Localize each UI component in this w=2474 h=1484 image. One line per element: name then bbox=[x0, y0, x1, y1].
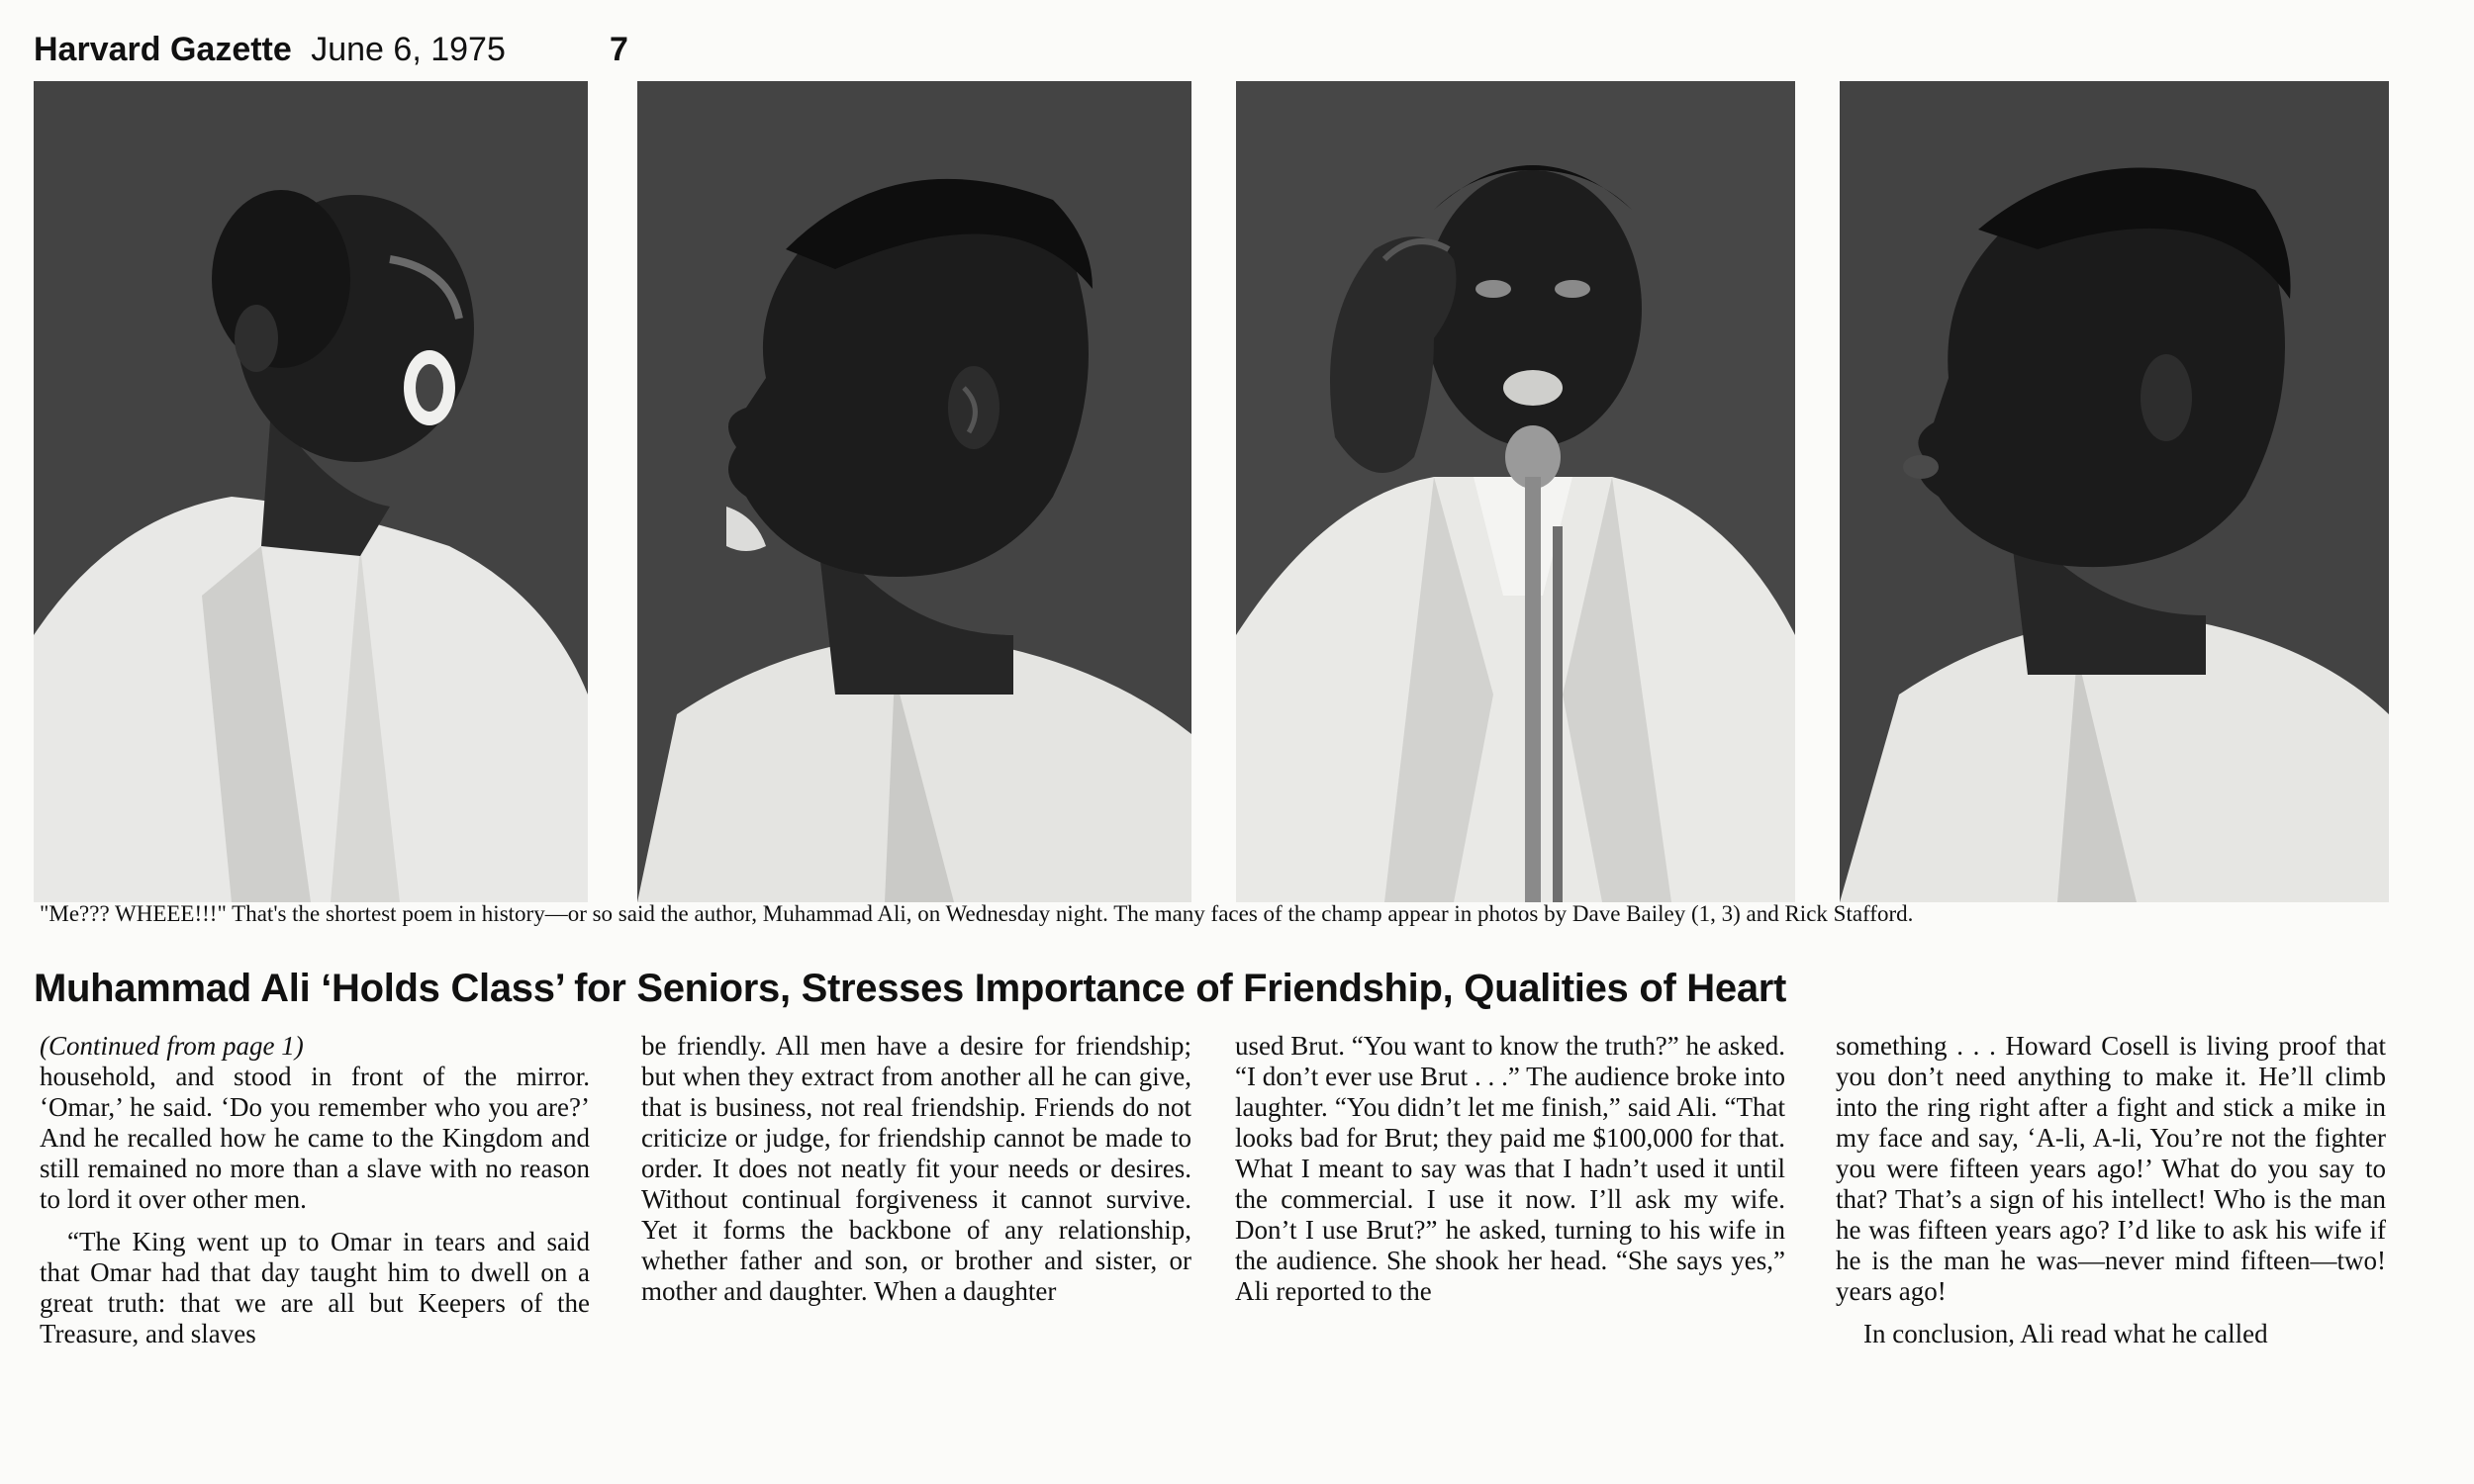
article-column-2 bbox=[641, 1031, 1191, 1307]
column-2-paragraph-1: be friendly. All men have a desire for friendship; but when they extract from another all he can give, that is business, not real friendship. Friends do not criticize or judge, for friendship cannot be made to order. It does not neatly fit your needs or desires. Without continual forgiveness it cannot survive. Yet it forms the backbone of any relationship, whether father and son, or brother and sister, or mother and daughter. When a daughter bbox=[641, 1031, 1191, 1306]
photo-strip bbox=[34, 81, 2389, 902]
photo-caption: "Me??? WHEEE!!!" That's the shortest poem in history—or so said the author, Muhammad Ali, on Wednesday night. The many faces of the champ appear in photos by Dave Bailey (1, 3) and Rick Stafford. bbox=[40, 901, 1914, 926]
page-number: 7 bbox=[610, 31, 628, 68]
publication-date: June 6, 1975 bbox=[311, 31, 506, 68]
column-4-paragraph-1: something . . . Howard Cosell is living proof that you don’t need anything to make it. He’ll climb into the ring right after a fight and stick a mike in my face and say, ‘A-li, A-li, You’re not the fighter you were fifteen years ago!’ What do you say to that? That’s a sign of his intellect! Who is the man he was fifteen years ago? I’d like to ask his wife if he is the man he was—never mind fifteen—two! years ago! bbox=[1836, 1031, 2386, 1306]
article-headline: Muhammad Ali ‘Holds Class’ for Seniors, Stresses Importance of Friendship, Qualities of Heart bbox=[34, 967, 1787, 1010]
article-column-4 bbox=[1836, 1031, 2386, 1349]
column-1-paragraph-2: “The King went up to Omar in tears and said that Omar had that day taught him to dwell on a great truth: that we are all but Keepers of the Treasure, and slaves bbox=[40, 1227, 590, 1348]
photo-ali-1 bbox=[34, 81, 588, 902]
publication-name: Harvard Gazette bbox=[34, 31, 292, 68]
column-4-paragraph-2: In conclusion, Ali read what he called bbox=[1863, 1319, 2268, 1348]
article-column-1 bbox=[40, 1031, 590, 1349]
masthead bbox=[34, 30, 628, 69]
photo-ali-2 bbox=[637, 81, 1191, 902]
continued-note: (Continued from page 1) bbox=[40, 1031, 304, 1061]
article-column-3 bbox=[1235, 1031, 1785, 1307]
column-3-paragraph-1: used Brut. “You want to know the truth?” he asked. “I don’t ever use Brut . . .” The audience broke into laughter. “You didn’t let me finish,” said Ali. “That looks bad for Brut; they paid me $100,000 for that. What I meant to say was that I hadn’t used it until the commercial. I use it now. I’ll ask my wife. Don’t I use Brut?” he asked, turning to his wife in the audience. She shook her head. “She says yes,” Ali reported to the bbox=[1235, 1031, 1785, 1306]
photo-ali-3 bbox=[1236, 81, 1795, 902]
column-1-paragraph-1: household, and stood in front of the mirror. ‘Omar,’ he said. ‘Do you remember who you are?’ And he recalled how he came to the Kingdom and still remained no more than a slave with no reason to lord it over other men. bbox=[40, 1062, 590, 1214]
photo-ali-4 bbox=[1840, 81, 2389, 902]
